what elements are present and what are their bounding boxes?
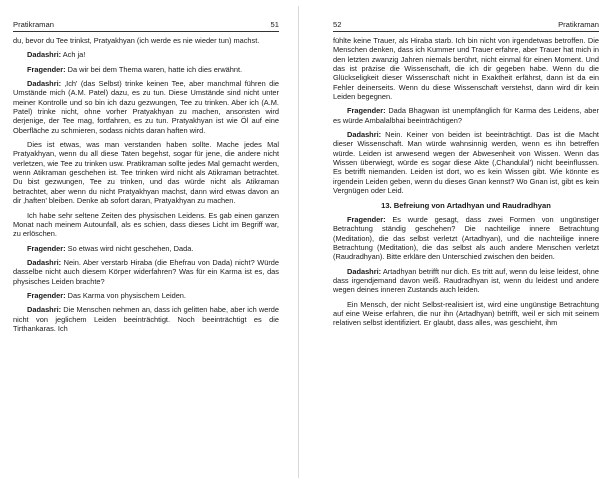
paragraph-text: Ach ja! [61, 50, 86, 60]
left-page [13, 0, 279, 484]
paragraph-text: Artadhyan betrifft nur dich. Es tritt auf, wenn du leise leidest, ohne dass irgendjemand davon weiß. Raudradhyan ist, wenn du leidest und andere wegen deines inneren Zustands auch leiden. [333, 266, 599, 295]
paragraph [13, 305, 279, 333]
paragraph [13, 36, 279, 45]
left-page-number: 51 [270, 20, 279, 29]
paragraph [333, 300, 599, 328]
right-page-number: 52 [333, 20, 342, 29]
paragraph [13, 140, 279, 205]
speaker-label: Dadashri: [27, 305, 62, 315]
paragraph-text: Ich habe sehr seltene Zeiten des physischen Leidens. Es gab einen ganzen Monat nach meinem Autounfall, als es schien, dass dieses Licht im Begriff war, zu erlöschen. [13, 210, 279, 239]
speaker-label: Dadashri: [27, 79, 62, 89]
speaker-label: Dadashri: [347, 266, 382, 276]
right-page-body [333, 36, 599, 328]
speaker-label: Fragender: [347, 106, 386, 116]
paragraph [13, 65, 279, 74]
left-page-body [13, 36, 279, 333]
paragraph-text: Nein. Keiner von beiden ist beeinträchtigt. Das ist die Macht dieser Wissenschaft. Man würde wahnsinnig werden, wenn es ihn betreffen würde. Leiden ist anwesend wegen der Abwesenheit von Wissen. Wenn das Wissen überwiegt, würde es sogar diese Akte (‚Chandulal') nicht beeinflussen. Es betrifft niemanden. Leiden ist dort, wo es kein Wissen gibt. Wie könnte es irgendein Leiden geben, wenn du dieses Gnan kennst? Wo Gnan ist, gibt es kein Vergnügen oder Leid. [333, 130, 599, 196]
paragraph-text: Das Karma von physischem Leiden. [65, 290, 186, 300]
paragraph-text: Die Menschen nehmen an, dass ich gelitten habe, aber ich werde nicht von jeglichem Leiden beeinträchtigt. Noch beeinträchtigt es die Tirthankaras. Ich [13, 305, 279, 333]
left-running-title: Pratikraman [13, 20, 54, 29]
speaker-label: Dadashri: [27, 257, 62, 267]
right-running-head [333, 12, 599, 32]
paragraph [13, 79, 279, 135]
speaker-label: Dadashri: [27, 50, 62, 60]
paragraph-text: Da wir bei dem Thema waren, hatte ich dies erwähnt. [65, 64, 243, 74]
speaker-label: Fragender: [27, 290, 66, 300]
paragraph-text: Es wurde gesagt, dass zwei Formen von ungünstiger Betrachtung ständig geschehen? Die nachteilige innere Betrachtung (Meditation), die das selbst verletzt (Artadhyan), und die nachteilige innere Betrachtung (Meditation), die das selbst als auch andere Menschen verletzt (Raudradhyan). Bitte erkläre den Unterschied zwischen den beiden. [333, 214, 599, 262]
paragraph-text: Ein Mensch, der nicht Selbst-realisiert ist, wird eine ungünstige Betrachtung auf eine Weise erfahren, die nur ihn (Artadhyan) betrifft, weil er sich mit seinem relativen selbst identifiziert. Er glaubt, dass alles, was geschieht, ihm [333, 299, 599, 328]
paragraph [13, 258, 279, 286]
speaker-label: Dadashri: [347, 130, 382, 140]
left-running-head [13, 12, 279, 32]
paragraph [333, 36, 599, 101]
paragraph-text: So etwas wird nicht geschehen, Dada. [65, 243, 194, 253]
speaker-label: Fragender: [27, 64, 66, 74]
paragraph [13, 291, 279, 300]
paragraph-text: ‚Ich' (das Selbst) trinke keinen Tee, aber manchmal führen die Umstände mich (A.M. Patel) dazu, es zu tun. Diese Umstände sind nicht unter meiner Kontrolle und so bin ich dazu gezwungen, Tee zu trinken. Aber ich (A.M. Patel) trinke nicht, ohne vorher Pratyakhyan zu machen, ansonsten wird derjenige, der Tee mag, fortfahren, es zu tun. Pratyakhyan ist wie Öl auf eine Oberfläche zu schmieren, sodass nichts daran haften wird. [13, 79, 279, 135]
paragraph-text: Dies ist etwas, was man verstanden haben sollte. Mache jedes Mal Pratyakhyan, wenn du all diese Taten begehst, sogar für jene, die andere nicht verletzen, wie Tee zu trinken usw. Pratikraman sollte jedes Mal gemacht werden, wenn Atikraman geschehen ist. Tee trinken wird nicht als Atikraman betrachtet. Du bist gezwungen, Tee zu trinken, und das würde nicht als Atikraman betrachtet, aber wenn du nicht Pratyakhyan machst, dann wird etwas davon an dir ‚haften' bleiben. Denke ab sofort daran, Pratyakhyan zu machen. [13, 140, 279, 206]
gutter-divider [298, 6, 299, 478]
speaker-label: Fragender: [27, 243, 66, 253]
paragraph [333, 215, 599, 262]
paragraph [333, 267, 599, 295]
paragraph-text: Nein. Aber verstarb Hiraba (die Ehefrau von Dada) nicht? Würde dasselbe nicht auch diesem Körper widerfahren? Was für ein Karma ist es, das physisches Leiden brachte? [13, 257, 279, 286]
paragraph [333, 106, 599, 125]
paragraph-text: fühlte keine Trauer, als Hiraba starb. Ich bin nicht von irgendetwas betroffen. Die Menschen denken, dass ich Kummer und Trauer erfahre, aber Trauer hat mich in den letzten zwanzig Jahren niemals berührt, nicht einmal für einen Moment. Und das ist präzise die Wissenschaft, die ich dir gegeben habe. Wenn du die Glückseligkeit dieser Wissenschaft nicht in Exaktheit erfährst, dann ist da ein Fehler deinerseits. Wenn du diese Wissenschaft verstehst, dann wird dir kein Leiden begegnen. [333, 36, 599, 102]
paragraph [13, 50, 279, 59]
right-page [333, 0, 599, 484]
speaker-label: Fragender: [347, 214, 386, 224]
section-heading: 13. Befreiung von Artadhyan und Raudradhyan [381, 200, 551, 210]
paragraph [13, 211, 279, 239]
paragraph [13, 244, 279, 253]
paragraph [333, 130, 599, 195]
paragraph-text: Dada Bhagwan ist unempfänglich für Karma des Leidens, aber es würde Ambalalbhai beeinträchtigen? [333, 106, 599, 125]
right-running-title: Pratikraman [558, 20, 599, 29]
paragraph-text: du, bevor du Tee trinkst, Pratyakhyan (ich werde es nie wieder tun) machst. [13, 36, 260, 45]
